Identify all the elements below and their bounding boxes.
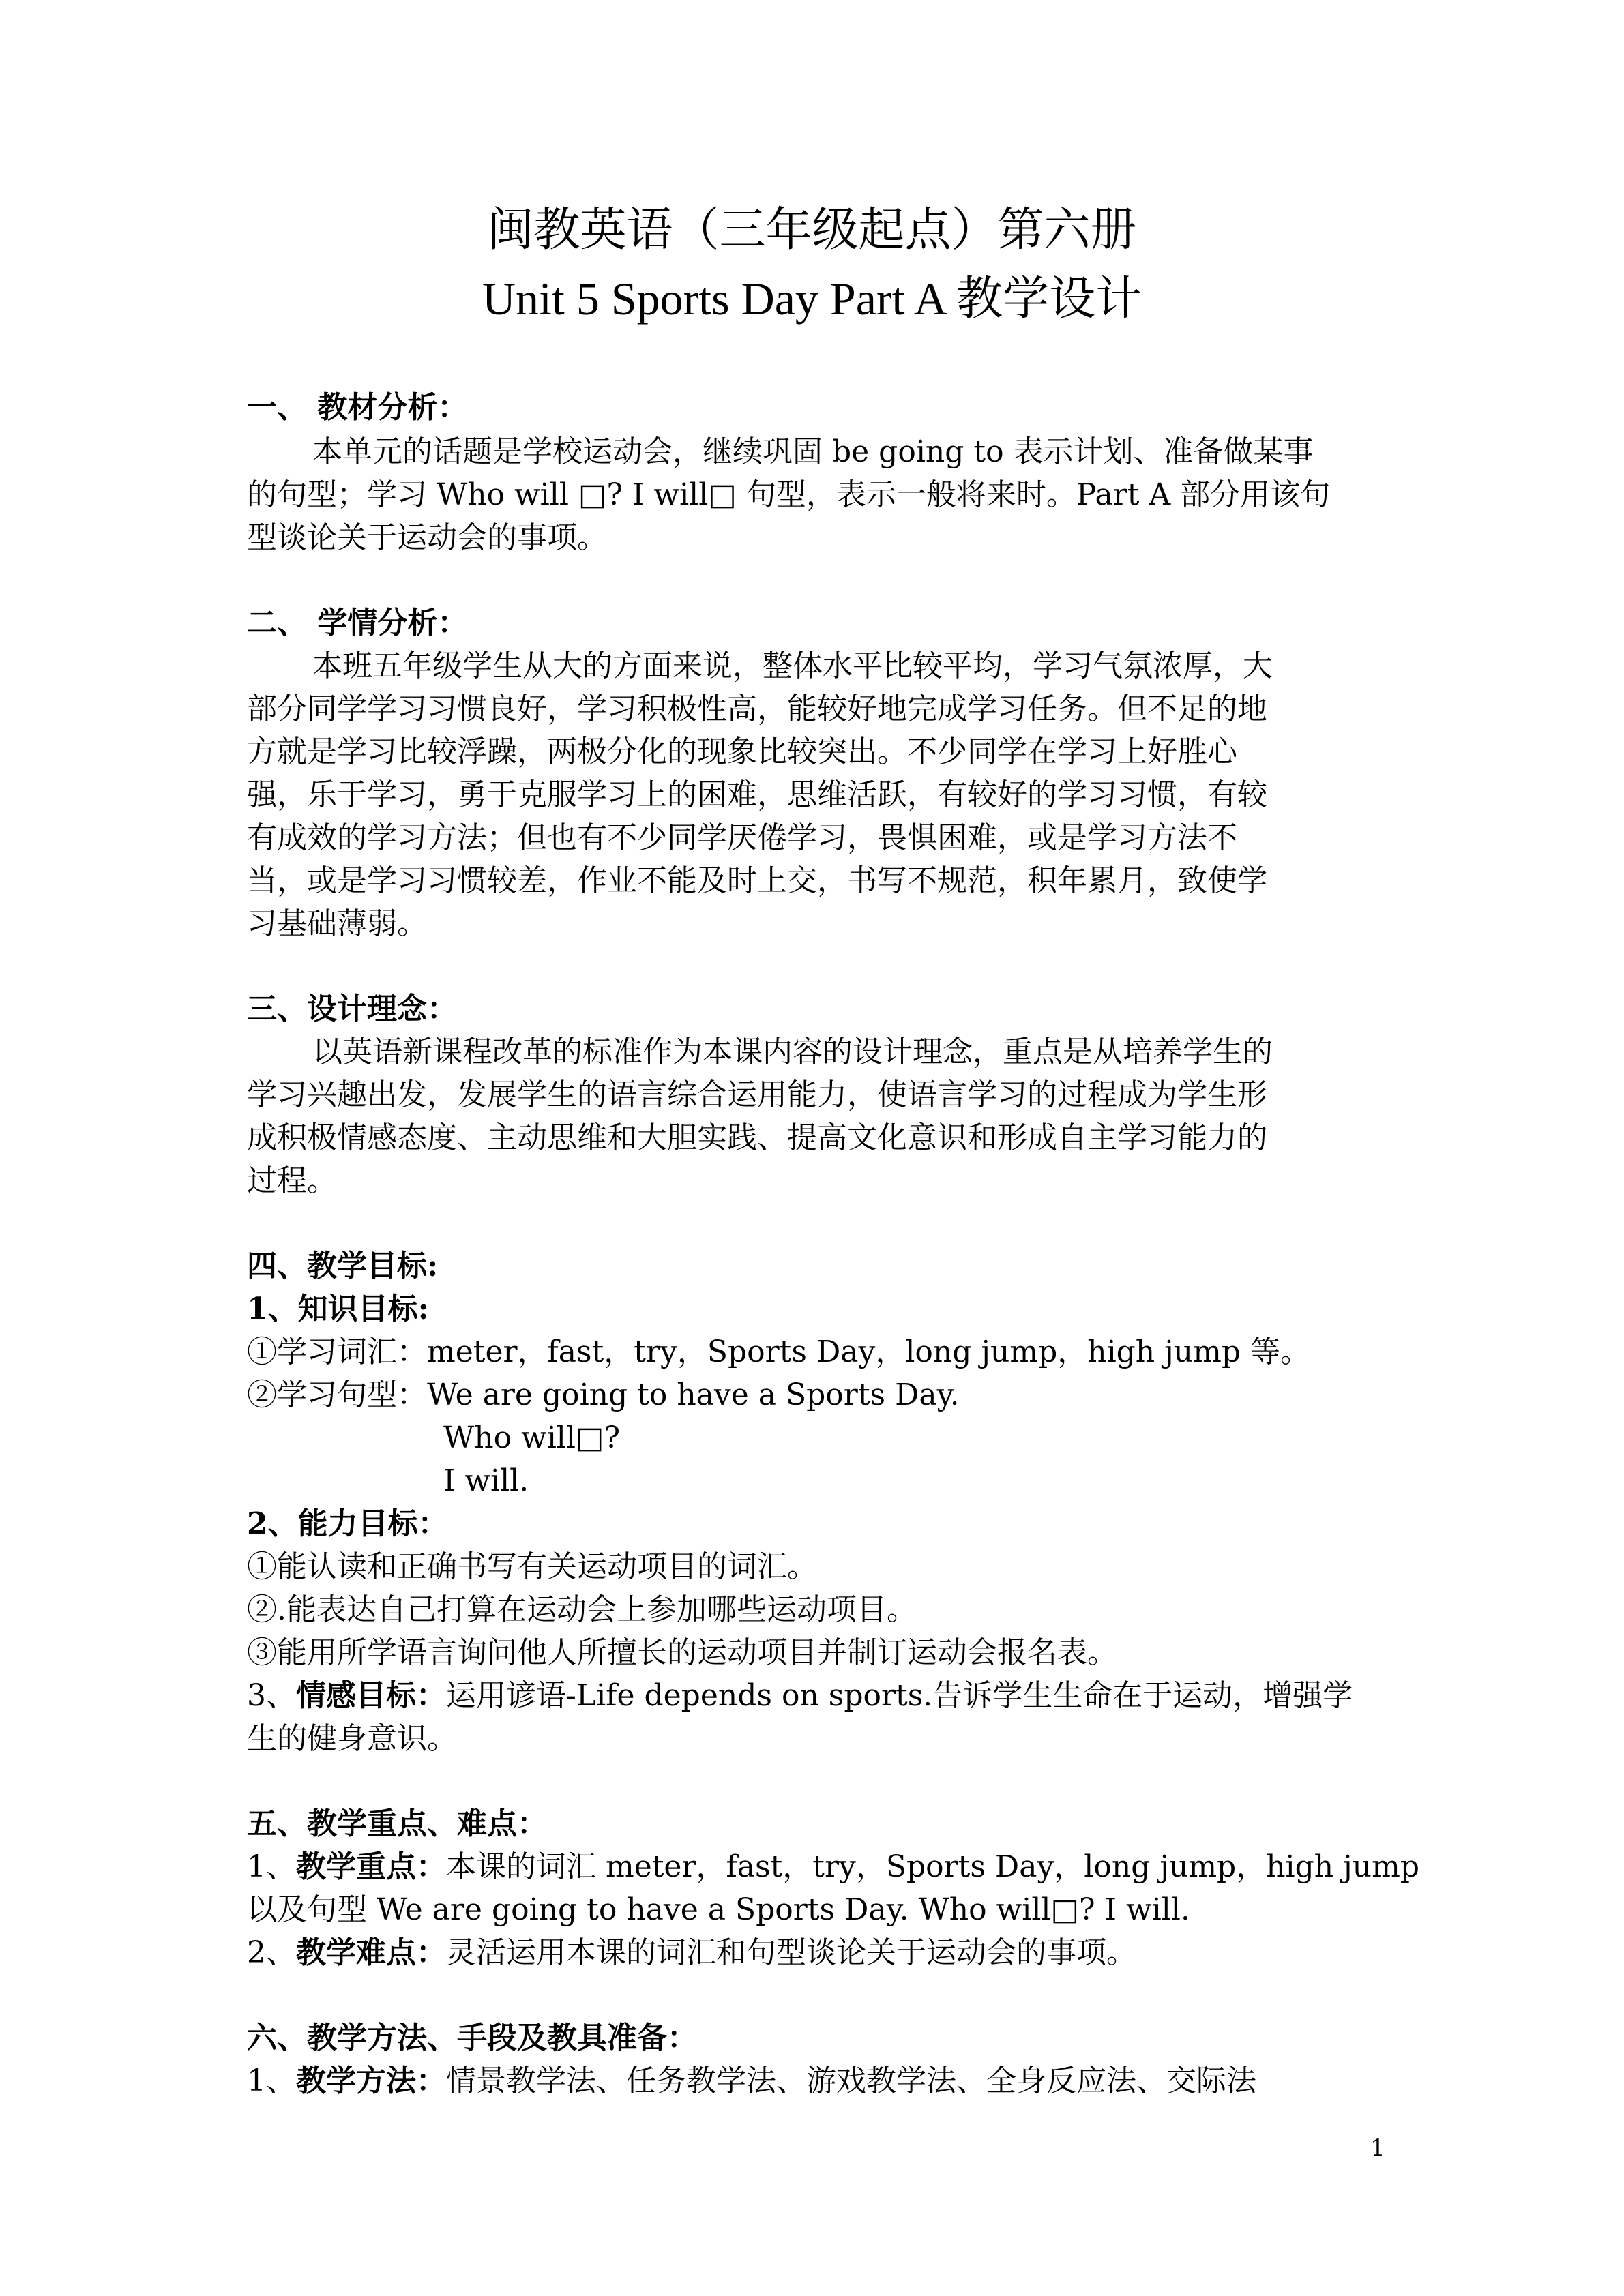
list-item: ②学习句型：We are going to have a Sports Day. — [247, 1377, 960, 1412]
subheading-knowledge: 1、知识目标: — [247, 1292, 429, 1326]
list-item: ①学习词汇：meter，fast，try，Sports Day，long jump，high jump 等。 — [247, 1335, 1310, 1369]
subheading-ability: 2、能力目标： — [247, 1506, 448, 1541]
item-prefix: 1、 — [247, 2063, 296, 2098]
paragraph-line: 过程。 — [247, 1163, 337, 1198]
document-subtitle: Unit 5 Sports Day Part A 教学设计 — [482, 273, 1142, 325]
list-item-emotion — [247, 1677, 1379, 1715]
paragraph-line: 学习兴趣出发，发展学生的语言综合运用能力，使语言学习的过程成为学生形 — [247, 1077, 1267, 1112]
paragraph-line: 生的健身意识。 — [247, 1721, 457, 1756]
item-text: 情景教学法、任务教学法、游戏教学法、全身反应法、交际法 — [446, 2063, 1256, 2098]
list-item — [247, 1848, 1419, 1886]
section-heading-5: 五、教学重点、难点： — [247, 1806, 547, 1841]
paragraph-line: 习基础薄弱。 — [247, 906, 427, 941]
item-text: 运用谚语-Life depends on sports.告诉学生生命在于运动，增强学 — [446, 1678, 1353, 1713]
item-label: 情感目标： — [296, 1678, 446, 1713]
paragraph-line: 成积极情感态度、主动思维和大胆实践、提高文化意识和形成自主学习能力的 — [247, 1120, 1267, 1155]
paragraph-line: 当，或是学习习惯较差，作业不能及时上交，书写不规范，积年累月，致使学 — [247, 863, 1267, 898]
paragraph-line: 强，乐于学习，勇于克服学习上的困难，思维活跃，有较好的学习习惯，有较 — [247, 777, 1267, 812]
list-item: I will. — [443, 1463, 529, 1498]
list-item: ③能用所学语言询问他人所擅长的运动项目并制订运动会报名表。 — [247, 1635, 1117, 1670]
section-heading-1: 一、 教材分析： — [247, 390, 468, 425]
list-item: Who will□? — [443, 1420, 621, 1455]
paragraph-line: 本单元的话题是学校运动会，继续巩固 be going to 表示计划、准备做某事 — [312, 434, 1314, 469]
paragraph-line: 方就是学习比较浮躁，两极分化的现象比较突出。不少同学在学习上好胜心 — [247, 734, 1237, 769]
item-label: 教学难点： — [296, 1935, 446, 1970]
document-title: 闽教英语（三年级起点）第六册 — [487, 203, 1137, 257]
list-item: ①能认读和正确书写有关运动项目的词汇。 — [247, 1549, 817, 1584]
paragraph-line: 以及句型 We are going to have a Sports Day. Who will□? I will. — [247, 1892, 1190, 1927]
item-text: 灵活运用本课的词汇和句型谈论关于运动会的事项。 — [446, 1935, 1136, 1970]
item-prefix: 1、 — [247, 1849, 296, 1884]
section-heading-6: 六、教学方法、手段及教具准备： — [247, 2021, 697, 2055]
section-heading-4: 四、教学目标: — [247, 1249, 439, 1283]
paragraph-line: 部分同学学习习惯良好，学习积极性高，能较好地完成学习任务。但不足的地 — [247, 691, 1267, 726]
item-prefix: 3、 — [247, 1678, 296, 1713]
list-item: ②.能表达自己打算在运动会上参加哪些运动项目。 — [247, 1592, 917, 1627]
section-heading-3: 三、设计理念： — [247, 992, 457, 1026]
item-label: 教学重点： — [296, 1849, 446, 1884]
section-heading-2: 二、 学情分析： — [247, 606, 468, 640]
item-text: 本课的词汇 meter，fast，try，Sports Day，long jump，high jump — [446, 1849, 1419, 1884]
item-prefix: 2、 — [247, 1935, 296, 1970]
paragraph-line: 以英语新课程改革的标准作为本课内容的设计理念，重点是从培养学生的 — [312, 1034, 1273, 1069]
list-item — [247, 2062, 1379, 2100]
item-label: 教学方法： — [296, 2063, 446, 2098]
page-number: 1 — [1370, 2134, 1385, 2162]
list-item — [247, 1934, 1379, 1972]
paragraph-line: 型谈论关于运动会的事项。 — [247, 520, 607, 555]
paragraph-line: 本班五年级学生从大的方面来说，整体水平比较平均，学习气氛浓厚，大 — [312, 648, 1273, 683]
paragraph-line: 的句型；学习 Who will □? I will□ 句型，表示一般将来时。Part A 部分用该句 — [247, 477, 1331, 512]
paragraph-line: 有成效的学习方法；但也有不少同学厌倦学习，畏惧困难，或是学习方法不 — [247, 820, 1237, 855]
